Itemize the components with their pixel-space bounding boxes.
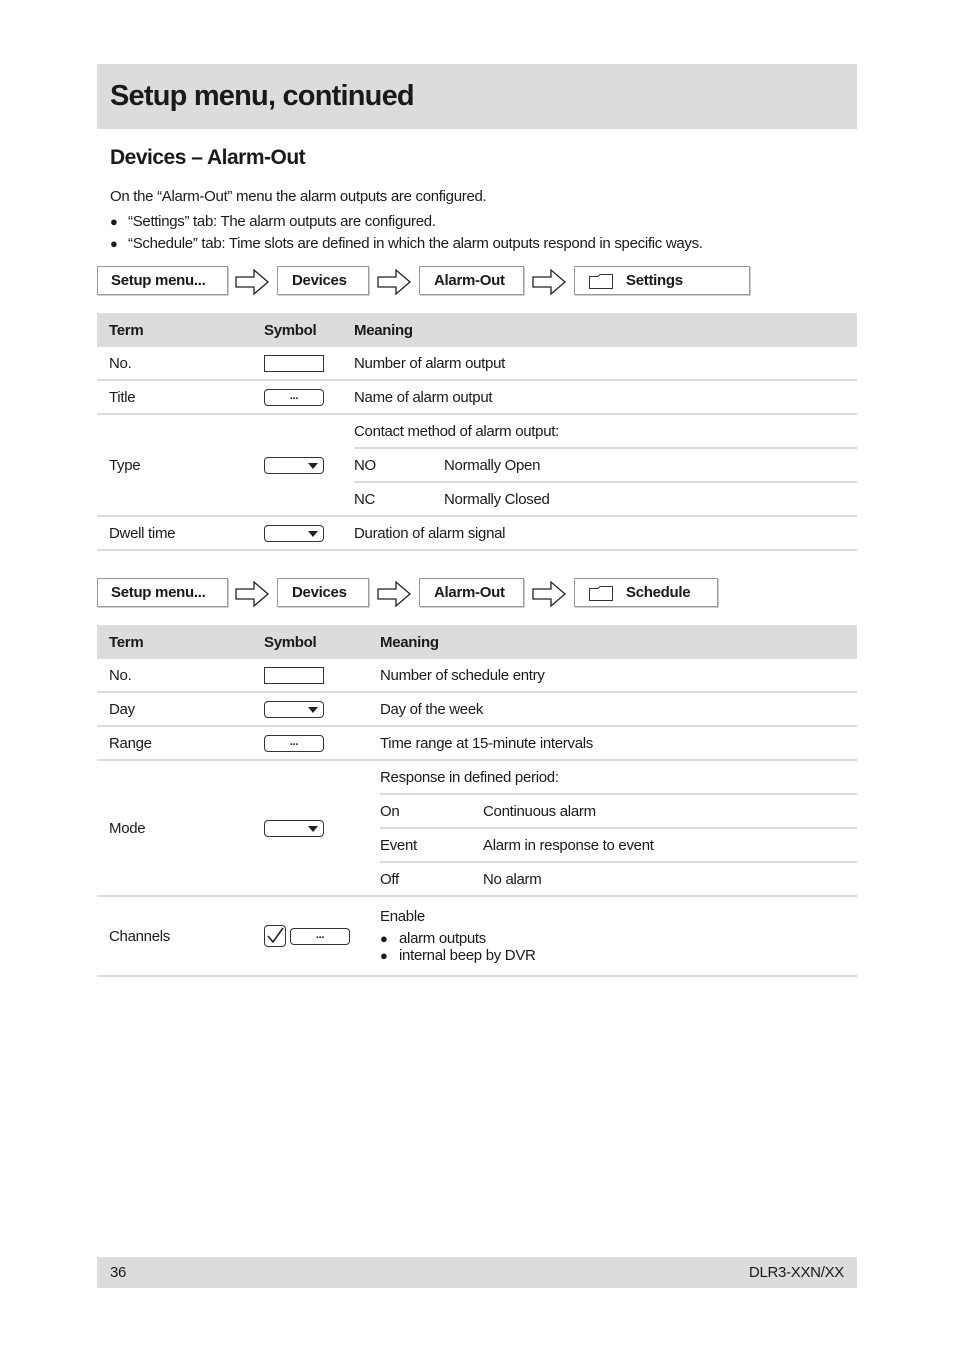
header-meaning: Meaning bbox=[354, 313, 857, 347]
row-meaning: Response in defined period: bbox=[380, 761, 857, 794]
option-desc: Continuous alarm bbox=[483, 794, 857, 828]
dropdown-icon bbox=[264, 820, 324, 837]
bullet-dot: ● bbox=[110, 214, 118, 229]
option-desc: No alarm bbox=[483, 870, 542, 888]
row-term: No. bbox=[97, 347, 264, 380]
table-row bbox=[97, 692, 857, 726]
document-id: DLR3-XXN/XX bbox=[748, 1264, 844, 1281]
bullet-schedule bbox=[110, 235, 703, 252]
bullet-text: “Schedule” tab: Time slots are defined in which the alarm outputs respond in specific ways. bbox=[128, 235, 703, 252]
crumb-alarm-out[interactable] bbox=[419, 266, 524, 295]
page-number: 36 bbox=[110, 1264, 127, 1281]
header-term: Term bbox=[97, 313, 264, 347]
schedule-table bbox=[97, 625, 857, 977]
dropdown-icon bbox=[264, 525, 324, 542]
arrow-right-icon bbox=[235, 268, 269, 296]
row-term: Channels bbox=[97, 896, 264, 976]
header-symbol: Symbol bbox=[264, 313, 354, 347]
row-meaning: Time range at 15-minute intervals bbox=[380, 726, 857, 760]
row-meaning: Name of alarm output bbox=[354, 380, 857, 414]
table-row bbox=[97, 516, 857, 550]
row-term: No. bbox=[97, 659, 264, 692]
crumb-devices[interactable] bbox=[277, 266, 369, 295]
row-meaning: Number of schedule entry bbox=[380, 659, 857, 692]
row-meaning: Contact method of alarm output: bbox=[354, 415, 857, 448]
tab-settings[interactable] bbox=[574, 266, 750, 295]
bullet-text: “Settings” tab: The alarm outputs are configured. bbox=[128, 213, 436, 230]
option-row bbox=[354, 448, 857, 482]
row-term: Range bbox=[97, 726, 264, 760]
arrow-right-icon bbox=[377, 580, 411, 608]
dropdown-icon bbox=[264, 701, 324, 718]
option-desc: Normally Open bbox=[444, 448, 857, 482]
settings-table bbox=[97, 313, 857, 551]
crumb-label: Alarm-Out bbox=[434, 272, 505, 289]
crumb-setup-menu[interactable] bbox=[97, 578, 228, 607]
option-row bbox=[380, 828, 857, 862]
section-title: Devices – Alarm-Out bbox=[110, 146, 306, 169]
table-row bbox=[97, 380, 857, 414]
row-term: Dwell time bbox=[97, 516, 264, 550]
checkbox-icon bbox=[264, 925, 286, 947]
table-row bbox=[97, 659, 857, 692]
crumb-label: Settings bbox=[626, 272, 683, 289]
bullet-dot: ● bbox=[380, 948, 388, 963]
option-code: Event bbox=[380, 828, 483, 862]
crumb-devices[interactable] bbox=[277, 578, 369, 607]
row-term: Type bbox=[97, 414, 264, 516]
mode-options bbox=[380, 761, 857, 895]
crumb-label: Setup menu... bbox=[111, 272, 206, 289]
row-meaning: Enable bbox=[380, 908, 425, 925]
table-row bbox=[97, 414, 857, 516]
option-row bbox=[380, 794, 857, 828]
tab-schedule[interactable] bbox=[574, 578, 718, 607]
header-meaning: Meaning bbox=[380, 625, 857, 659]
text-field-icon bbox=[264, 355, 324, 372]
table-row bbox=[97, 347, 857, 380]
bullet-settings bbox=[110, 213, 436, 230]
crumb-label: Schedule bbox=[626, 584, 691, 601]
crumb-label: Setup menu... bbox=[111, 584, 206, 601]
crumb-alarm-out[interactable] bbox=[419, 578, 524, 607]
option-code: NO bbox=[354, 448, 444, 482]
checkmark-icon bbox=[265, 926, 285, 946]
table-header bbox=[97, 313, 857, 347]
row-meaning: Number of alarm output bbox=[354, 347, 857, 380]
bullet-dot: ● bbox=[380, 931, 388, 946]
option-desc: Alarm in response to event bbox=[483, 828, 857, 862]
folder-tab-icon bbox=[589, 586, 613, 601]
header-symbol: Symbol bbox=[264, 625, 380, 659]
bullet-dot: ● bbox=[110, 236, 118, 251]
page-title: Setup menu, continued bbox=[110, 80, 414, 112]
table-row bbox=[97, 896, 857, 976]
list-item bbox=[380, 947, 857, 964]
list-item-text: alarm outputs bbox=[399, 930, 486, 947]
ellipsis-button-icon: ... bbox=[264, 735, 324, 752]
list-item-text: internal beep by DVR bbox=[399, 947, 536, 964]
row-term: Title bbox=[97, 380, 264, 414]
option-row bbox=[354, 482, 857, 515]
header-term: Term bbox=[97, 625, 264, 659]
crumb-label: Alarm-Out bbox=[434, 584, 505, 601]
row-meaning: Day of the week bbox=[380, 692, 857, 726]
table-row bbox=[97, 726, 857, 760]
ellipsis-button-icon: ... bbox=[290, 928, 350, 945]
arrow-right-icon bbox=[377, 268, 411, 296]
crumb-label: Devices bbox=[292, 272, 347, 289]
row-term: Mode bbox=[97, 760, 264, 896]
ellipsis-button-icon: ... bbox=[264, 389, 324, 406]
row-term: Day bbox=[97, 692, 264, 726]
option-code: NC bbox=[354, 490, 376, 508]
list-item bbox=[380, 930, 857, 947]
option-code: On bbox=[380, 794, 483, 828]
type-options bbox=[354, 415, 857, 515]
intro-text: On the “Alarm-Out” menu the alarm outputs are configured. bbox=[110, 188, 487, 205]
page-footer bbox=[97, 1257, 857, 1288]
option-desc: Normally Closed bbox=[444, 490, 550, 508]
enable-list bbox=[380, 930, 857, 964]
crumb-setup-menu[interactable] bbox=[97, 266, 228, 295]
option-code: Off bbox=[380, 870, 399, 888]
option-row bbox=[380, 862, 857, 895]
title-bar bbox=[97, 64, 857, 129]
table-row bbox=[97, 760, 857, 896]
folder-tab-icon bbox=[589, 274, 613, 289]
arrow-right-icon bbox=[532, 580, 566, 608]
dropdown-icon bbox=[264, 457, 324, 474]
row-meaning: Duration of alarm signal bbox=[354, 516, 857, 550]
crumb-label: Devices bbox=[292, 584, 347, 601]
table-header bbox=[97, 625, 857, 659]
arrow-right-icon bbox=[532, 268, 566, 296]
text-field-icon bbox=[264, 667, 324, 684]
arrow-right-icon bbox=[235, 580, 269, 608]
